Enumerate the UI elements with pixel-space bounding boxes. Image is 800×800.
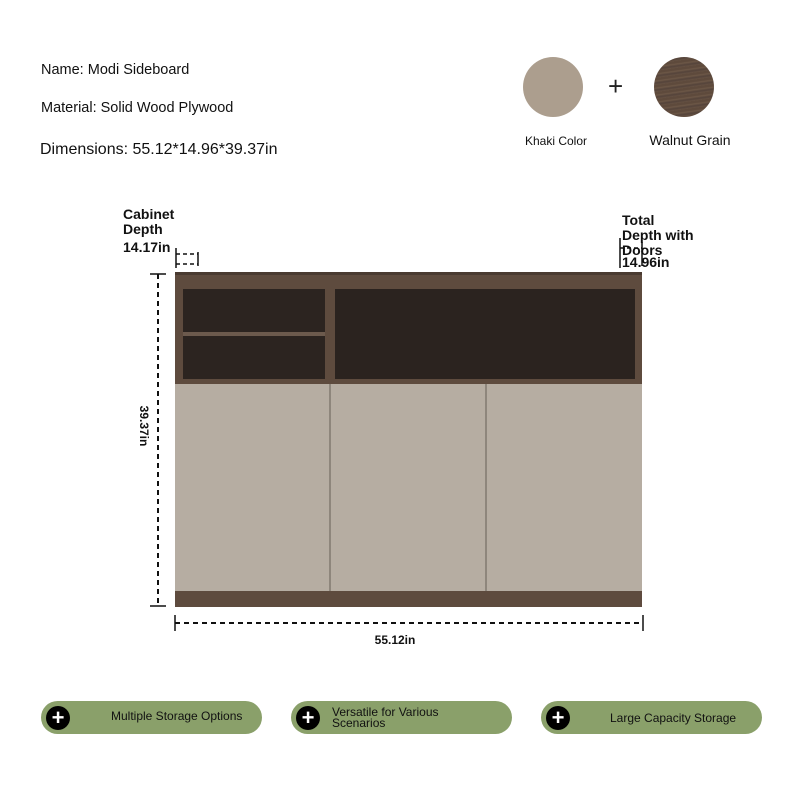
cabinet-top-edge — [175, 272, 642, 275]
feature-label: Multiple Storage Options — [111, 709, 243, 723]
plus-icon: + — [296, 706, 320, 730]
khaki-swatch — [523, 57, 583, 117]
plus-icon: + — [546, 706, 570, 730]
door-gap-2 — [485, 384, 487, 591]
product-dimensions: Dimensions: 55.12*14.96*39.37in — [40, 141, 278, 158]
width-dimension-line — [172, 612, 646, 634]
walnut-label: Walnut Grain — [649, 132, 731, 148]
cabinet-door-right — [487, 384, 642, 591]
cabinet-base — [175, 591, 642, 607]
plus-symbol: + — [608, 71, 624, 101]
width-label: 55.12in — [374, 633, 416, 647]
product-name: Name: Modi Sideboard — [41, 62, 190, 78]
cabinet-depth-value: 14.17in — [123, 239, 171, 255]
sideboard-image — [175, 272, 642, 607]
open-shelf-right — [335, 289, 635, 379]
cabinet-door-left — [175, 384, 329, 591]
plus-icon: + — [46, 706, 70, 730]
cabinet-depth-line-1: Cabinet — [123, 206, 175, 222]
total-depth-line-2: Depth with — [622, 227, 694, 243]
door-gap-1 — [329, 384, 331, 591]
feature-pill-versatile — [291, 701, 512, 734]
feature-label — [332, 707, 439, 729]
height-label: 39.37in — [137, 405, 151, 447]
feature-label-line-1: Versatile for Various — [332, 705, 439, 719]
total-depth-marker — [616, 236, 646, 270]
cabinet-depth-marker — [172, 246, 202, 270]
total-depth-value: 14.96in — [622, 254, 670, 270]
total-depth-line-3: Doors — [622, 242, 663, 258]
feature-label-line-2: Scenarios — [332, 716, 386, 730]
cabinet-depth-line-2: Depth — [123, 221, 163, 237]
total-depth-line-1: Total — [622, 212, 655, 228]
khaki-label: Khaki Color — [524, 134, 588, 148]
cabinet-depth-label — [123, 207, 174, 255]
feature-label: Large Capacity Storage — [610, 711, 737, 725]
walnut-swatch — [654, 57, 714, 117]
product-material: Material: Solid Wood Plywood — [41, 100, 234, 116]
glass-shelf — [183, 332, 325, 336]
cabinet-door-middle — [331, 384, 485, 591]
feature-pill-storage-options — [41, 701, 262, 734]
feature-pill-large-capacity — [541, 701, 762, 734]
